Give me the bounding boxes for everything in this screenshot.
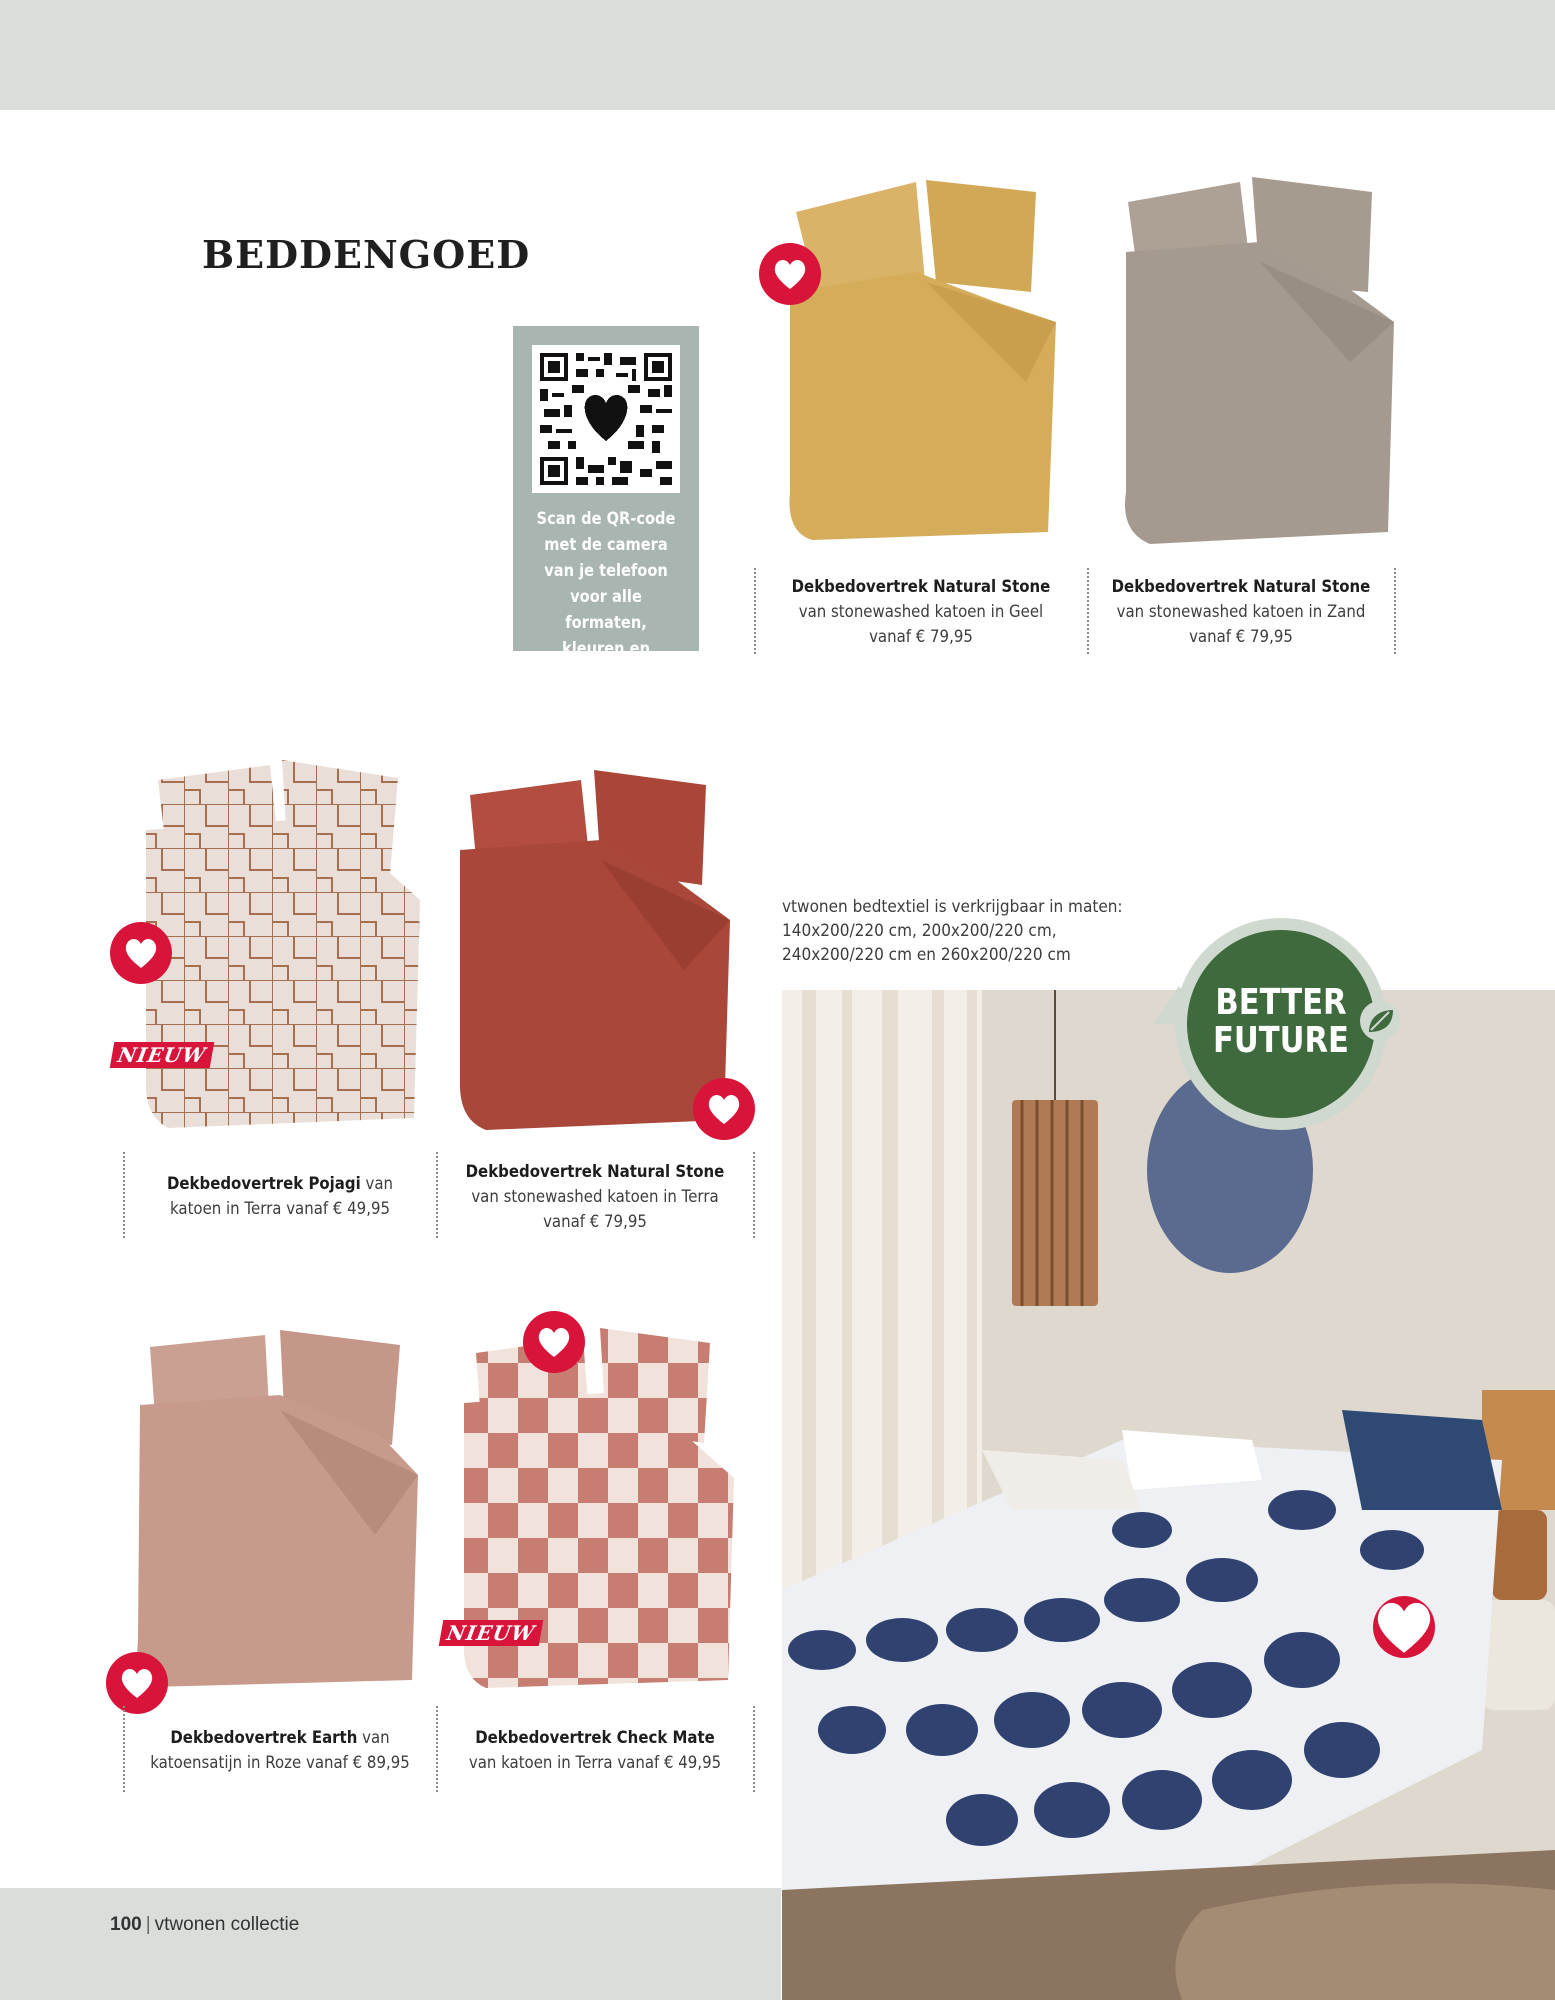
divider — [123, 1706, 125, 1792]
product-name[interactable]: Dekbedovertrek Natural Stone — [465, 1162, 725, 1182]
product-price: vanaf € 79,95 — [1189, 627, 1293, 647]
favorite-heart-icon[interactable] — [1373, 1596, 1435, 1658]
qr-code-icon[interactable] — [532, 345, 680, 493]
product-name[interactable]: Dekbedovertrek Pojagi — [166, 1174, 361, 1194]
footer-label: vtwonen collectie — [154, 1914, 300, 1935]
divider — [436, 1152, 438, 1238]
better-future-label — [1191, 984, 1371, 1060]
product-price: vanaf € 79,95 — [869, 627, 973, 647]
product-price: vanaf € 49,95 — [286, 1199, 390, 1219]
product-description: van katoen in Terra — [468, 1753, 613, 1773]
favorite-heart-icon[interactable] — [759, 243, 821, 305]
product-description: van katoen in Terra — [170, 1174, 394, 1219]
page-title: BEDDENGOED — [202, 232, 531, 277]
footer-separator: | — [145, 1914, 151, 1935]
product-name[interactable]: Dekbedovertrek Natural Stone — [1111, 577, 1371, 597]
better-future-badge[interactable] — [1175, 918, 1387, 1130]
sizes-note-line: 140x200/220 cm, 200x200/220 cm, — [782, 921, 1057, 941]
divider — [754, 568, 756, 654]
footer-bar — [0, 1888, 781, 2000]
sizes-note — [782, 895, 1123, 967]
better-future-line: FUTURE — [1213, 1020, 1349, 1061]
divider — [753, 1152, 755, 1238]
favorite-heart-icon[interactable] — [523, 1311, 585, 1373]
qr-panel[interactable] — [513, 326, 699, 685]
product-caption — [760, 575, 1082, 650]
divider — [1087, 568, 1089, 654]
better-future-line: BETTER — [1215, 982, 1347, 1023]
product-caption — [130, 1172, 430, 1222]
product-image-earth-roze[interactable] — [130, 1325, 418, 1687]
product-caption — [130, 1726, 430, 1776]
product-description: van stonewashed katoen in Geel — [798, 602, 1044, 622]
product-description: van katoensatijn in Roze — [150, 1728, 390, 1773]
leaf-icon — [1359, 1000, 1401, 1042]
sizes-note-line: vtwonen bedtextiel is verkrijgbaar in maten: — [782, 897, 1123, 917]
new-badge: NIEUW — [439, 1620, 544, 1646]
product-caption — [1092, 575, 1390, 650]
product-image-natural-stone-geel[interactable] — [776, 172, 1060, 540]
product-caption — [442, 1726, 748, 1776]
page-number: 100 — [110, 1914, 142, 1935]
divider — [753, 1706, 755, 1792]
divider — [436, 1706, 438, 1792]
bedroom-photo — [782, 990, 1555, 2000]
product-name[interactable]: Dekbedovertrek Check Mate — [475, 1728, 715, 1748]
top-bar — [0, 0, 1555, 110]
product-price: vanaf € 79,95 — [543, 1212, 647, 1232]
product-image-natural-stone-terra[interactable] — [456, 770, 730, 1130]
favorite-heart-icon[interactable] — [106, 1652, 168, 1714]
product-description: van stonewashed katoen in Zand — [1116, 602, 1366, 622]
page-footer — [110, 1914, 299, 1936]
product-image-natural-stone-zand[interactable] — [1110, 172, 1394, 544]
product-name[interactable]: Dekbedovertrek Natural Stone — [791, 577, 1051, 597]
product-price: vanaf € 49,95 — [617, 1753, 722, 1773]
new-badge: NIEUW — [110, 1042, 215, 1068]
favorite-heart-icon[interactable] — [110, 922, 172, 984]
qr-instruction-text: Scan de QR-code met de camera van je telefoon voor alle formaten, kleuren en prijzen — [536, 509, 676, 685]
product-caption — [442, 1160, 748, 1235]
product-image-pojagi-terra[interactable] — [140, 760, 420, 1128]
favorite-heart-icon[interactable] — [693, 1078, 755, 1140]
divider — [123, 1152, 125, 1238]
product-name[interactable]: Dekbedovertrek Earth — [170, 1728, 358, 1748]
product-description: van stonewashed katoen in Terra — [471, 1187, 719, 1207]
sizes-note-line: 240x200/220 cm en 260x200/220 cm — [782, 945, 1071, 965]
divider — [1394, 568, 1396, 654]
product-price: vanaf € 89,95 — [305, 1753, 410, 1773]
